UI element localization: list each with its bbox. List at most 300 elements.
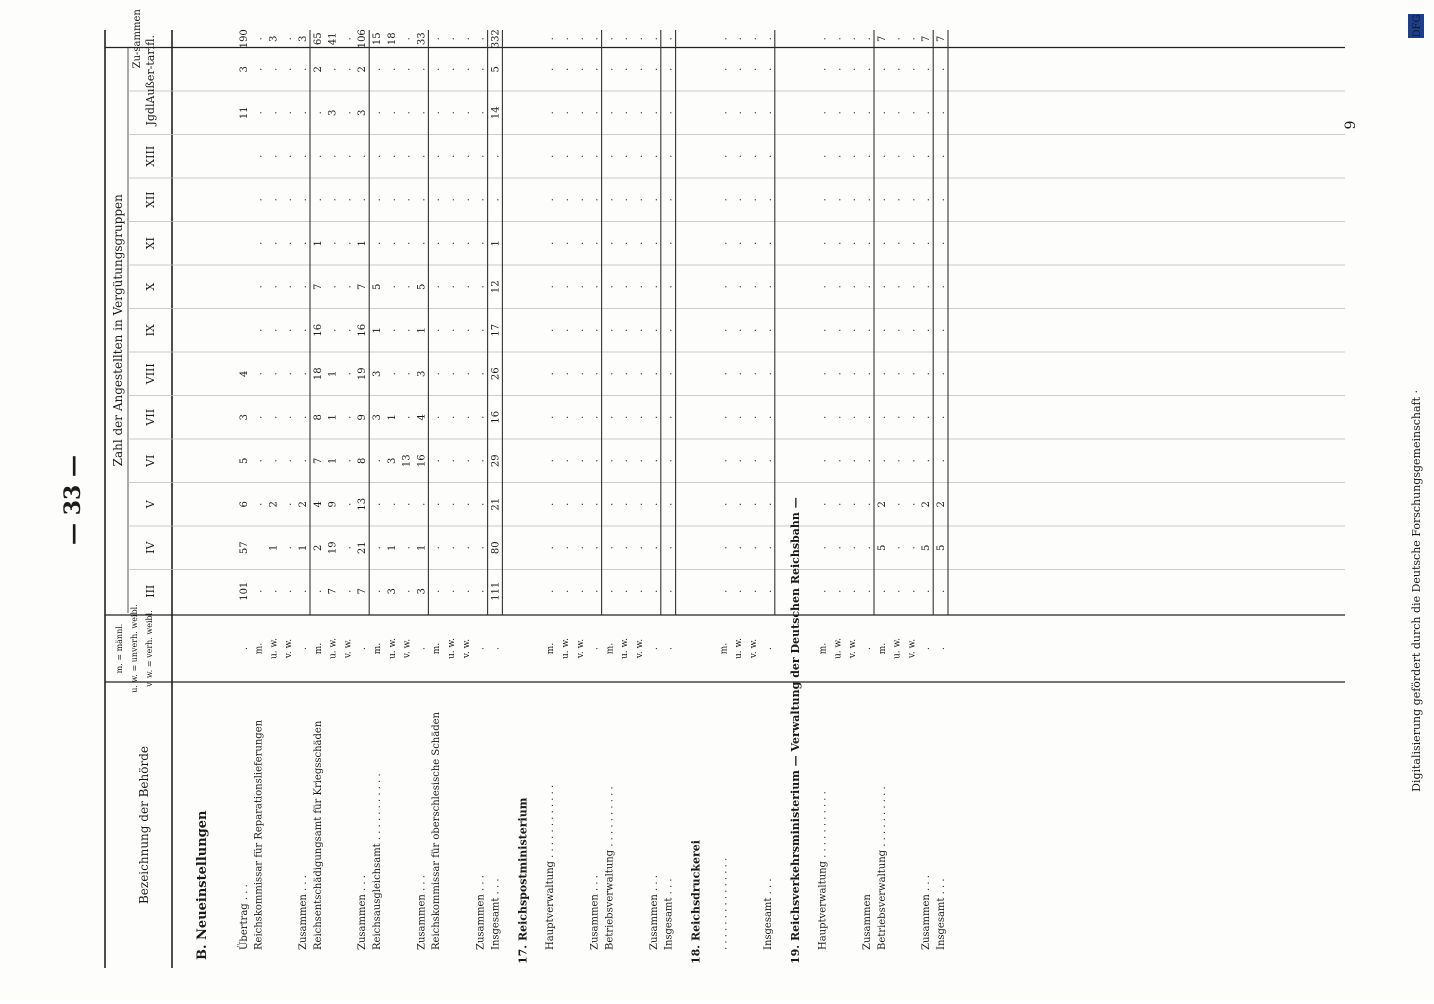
cell-value: 190	[238, 29, 250, 49]
row-sex: u. w.	[269, 637, 280, 660]
cell-value: .	[891, 372, 903, 376]
cell-value: .	[574, 154, 586, 158]
cell-value: .	[460, 415, 472, 419]
cell-value: .	[401, 502, 413, 506]
cell-value: .	[748, 111, 759, 115]
cell-value: .	[862, 241, 873, 245]
cell-value: .	[342, 546, 354, 550]
cell-value: 3	[238, 414, 250, 421]
cell-value: .	[253, 241, 265, 245]
column-header: XI	[144, 237, 157, 250]
cell-value: .	[342, 372, 354, 376]
cell-value: .	[560, 198, 571, 202]
cell-value: .	[762, 198, 774, 202]
cell-value: .	[921, 415, 933, 419]
cell-value: 5	[876, 544, 888, 551]
cell-value: .	[718, 67, 730, 71]
cell-value: .	[560, 154, 571, 158]
column-header: VIII	[144, 363, 157, 385]
cell-value: .	[748, 459, 759, 463]
cell-value: .	[446, 285, 457, 289]
cell-value: .	[748, 198, 759, 202]
cell-value: .	[283, 328, 295, 332]
cell-value: .	[475, 241, 487, 245]
cell-value: .	[862, 111, 873, 115]
cell-value: 3	[372, 370, 383, 377]
cell-value: .	[762, 328, 774, 332]
cell-value: .	[718, 502, 730, 506]
cell-value: .	[298, 415, 309, 419]
cell-value: .	[386, 502, 398, 506]
cell-value: .	[574, 328, 586, 332]
cell-value: 16	[357, 323, 369, 337]
row-label: Zusammen	[862, 894, 873, 950]
cell-value: .	[906, 415, 918, 419]
row-sex: m.	[373, 642, 383, 655]
cell-value: .	[832, 546, 844, 550]
section-heading: 19. Reichsverkehrsministerium — Verwaltung der Deutschen Reichsbahn —	[788, 497, 802, 964]
row-sex: m.	[818, 642, 829, 655]
cell-value: .	[748, 67, 759, 71]
cell-value: 21	[357, 541, 369, 555]
cell-value: 11	[238, 106, 250, 120]
cell-value: .	[718, 154, 730, 158]
cell-value: .	[446, 589, 457, 593]
cell-value: .	[891, 285, 903, 289]
column-header: III	[144, 584, 157, 598]
cell-value: .	[936, 198, 947, 202]
cell-value: .	[283, 589, 295, 593]
cell-value: .	[634, 546, 645, 550]
cell-value: 3	[238, 66, 250, 73]
cell-value: .	[906, 546, 918, 550]
cell-value: .	[817, 198, 829, 202]
cell-value: 3	[357, 109, 369, 116]
row-label: Zusammen . . .	[648, 875, 660, 950]
cell-value: .	[431, 241, 443, 245]
column-header: V	[144, 500, 157, 509]
cell-value: .	[560, 459, 571, 463]
cell-value: .	[283, 285, 295, 289]
cell-value: .	[619, 154, 631, 158]
cell-value: .	[663, 37, 675, 41]
cell-value: .	[431, 372, 443, 376]
cell-value: 29	[490, 454, 502, 468]
cell-value: .	[906, 67, 918, 71]
cell-value: .	[589, 372, 601, 376]
cell-value: .	[298, 589, 309, 593]
row-sex: m.	[313, 642, 324, 655]
cell-value: .	[589, 328, 601, 332]
cell-value: .	[401, 372, 413, 376]
row-sex: u. w.	[734, 637, 745, 660]
row-sex: .	[491, 647, 502, 650]
cell-value: .	[604, 285, 616, 289]
cell-value: .	[283, 241, 295, 245]
cell-value: .	[921, 154, 933, 158]
cell-value: .	[748, 154, 759, 158]
cell-value: .	[891, 328, 903, 332]
cell-value: .	[762, 67, 774, 71]
cell-value: .	[342, 154, 354, 158]
cell-value: .	[475, 285, 487, 289]
cell-value: .	[386, 285, 398, 289]
cell-value: .	[253, 415, 265, 419]
cell-value: .	[847, 502, 859, 506]
cell-value: 1	[327, 457, 339, 464]
row-label: Betriebsverwaltung . . . . . . . . . .	[876, 786, 888, 950]
cell-value: .	[475, 111, 487, 115]
cell-value: .	[446, 37, 457, 41]
cell-value: .	[372, 198, 383, 202]
cell-value: .	[416, 198, 428, 202]
row-label: Übertrag . . .	[238, 884, 250, 950]
cell-value: .	[357, 154, 369, 158]
cell-value: .	[253, 111, 265, 115]
cell-value: .	[401, 111, 413, 115]
cell-value: .	[762, 502, 774, 506]
row-sex: .	[358, 647, 369, 650]
cell-value: .	[253, 67, 265, 71]
cell-value: 1	[416, 327, 428, 334]
cell-value: .	[283, 372, 295, 376]
cell-value: .	[574, 372, 586, 376]
cell-value: .	[386, 241, 398, 245]
cell-value: .	[876, 285, 888, 289]
cell-value: .	[431, 502, 443, 506]
cell-value: 1	[386, 414, 398, 421]
cell-value: .	[401, 154, 413, 158]
cell-value: .	[762, 241, 774, 245]
cell-value: 7	[357, 283, 369, 290]
cell-value: 2	[312, 544, 324, 551]
cell-value: .	[847, 415, 859, 419]
cell-value: .	[762, 589, 774, 593]
cell-value: .	[342, 328, 354, 332]
cell-value: .	[268, 372, 280, 376]
cell-value: .	[936, 459, 947, 463]
cell-value: .	[604, 546, 616, 550]
cell-value: .	[386, 67, 398, 71]
cell-value: .	[298, 328, 309, 332]
column-header: VII	[144, 408, 157, 426]
page-number: — 33 —	[60, 455, 86, 545]
header-behoerde: Bezeichnung der Behörde	[137, 745, 151, 905]
column-header: IX	[144, 324, 157, 337]
cell-value: .	[862, 67, 873, 71]
cell-value: .	[589, 241, 601, 245]
cell-value: 2	[357, 66, 369, 73]
footer-page-number: 9	[1343, 120, 1359, 130]
cell-value: .	[921, 459, 933, 463]
cell-value: .	[372, 241, 383, 245]
cell-value: .	[446, 502, 457, 506]
cell-value: .	[401, 589, 413, 593]
cell-value: 41	[327, 32, 339, 46]
cell-value: .	[718, 37, 730, 41]
cell-value: .	[545, 241, 557, 245]
column-header: X	[144, 282, 157, 291]
cell-value: .	[817, 459, 829, 463]
row-sex: u. w.	[328, 637, 339, 660]
cell-value: 1	[490, 240, 502, 247]
cell-value: .	[733, 111, 745, 115]
cell-value: .	[545, 198, 557, 202]
cell-value: .	[268, 198, 280, 202]
cell-value: .	[475, 154, 487, 158]
cell-value: .	[475, 37, 487, 41]
cell-value: .	[762, 37, 774, 41]
cell-value: .	[372, 154, 383, 158]
cell-value: .	[545, 111, 557, 115]
row-sex: m.	[546, 642, 557, 655]
row-sex: .	[239, 647, 250, 650]
cell-value: 5	[238, 457, 250, 464]
cell-value: 57	[238, 541, 250, 555]
cell-value: .	[574, 198, 586, 202]
column-header: XII	[144, 191, 157, 209]
cell-value: .	[921, 285, 933, 289]
cell-value: 1	[327, 370, 339, 377]
cell-value: .	[832, 241, 844, 245]
cell-value: 1	[327, 414, 339, 421]
cell-value: .	[298, 285, 309, 289]
cell-value: .	[876, 589, 888, 593]
cell-value: .	[921, 67, 933, 71]
cell-value: .	[876, 198, 888, 202]
row-sex: v. w.	[848, 638, 859, 659]
cell-value: .	[416, 502, 428, 506]
cell-value: 13	[401, 454, 413, 468]
cell-value: .	[327, 198, 339, 202]
cell-value: .	[460, 67, 472, 71]
cell-value: .	[748, 546, 759, 550]
section-heading: 17. Reichspostministerium	[516, 797, 530, 964]
cell-value: .	[619, 111, 631, 115]
cell-value: .	[490, 198, 502, 202]
cell-value: .	[718, 546, 730, 550]
cell-value: .	[762, 285, 774, 289]
cell-value: .	[762, 546, 774, 550]
cell-value: .	[817, 372, 829, 376]
cell-value: .	[921, 328, 933, 332]
cell-value: 3	[268, 35, 280, 42]
cell-value: .	[446, 111, 457, 115]
cell-value: .	[876, 154, 888, 158]
cell-value: .	[298, 67, 309, 71]
cell-value: .	[475, 459, 487, 463]
cell-value: .	[733, 459, 745, 463]
cell-value: .	[891, 154, 903, 158]
cell-value: .	[862, 328, 873, 332]
cell-value: .	[832, 502, 844, 506]
cell-value: .	[545, 37, 557, 41]
cell-value: .	[416, 111, 428, 115]
cell-value: .	[634, 241, 645, 245]
column-header: IV	[144, 541, 157, 554]
cell-value: 17	[490, 323, 502, 337]
cell-value: 19	[327, 541, 339, 555]
cell-value: .	[560, 67, 571, 71]
cell-value: .	[431, 546, 443, 550]
cell-value: .	[253, 198, 265, 202]
cell-value: .	[762, 111, 774, 115]
cell-value: .	[634, 502, 645, 506]
cell-value: .	[663, 285, 675, 289]
row-sex: .	[417, 647, 428, 650]
cell-value: .	[574, 241, 586, 245]
cell-value: .	[545, 154, 557, 158]
cell-value: .	[342, 37, 354, 41]
cell-value: .	[431, 67, 443, 71]
cell-value: .	[906, 372, 918, 376]
cell-value: .	[663, 241, 675, 245]
row-sex: u. w.	[447, 637, 457, 660]
cell-value: .	[906, 111, 918, 115]
cell-value: .	[891, 111, 903, 115]
row-sex: v. w.	[284, 638, 295, 659]
cell-value: .	[253, 328, 265, 332]
cell-value: .	[312, 111, 324, 115]
cell-value: .	[648, 111, 660, 115]
cell-value: .	[401, 285, 413, 289]
cell-value: .	[475, 415, 487, 419]
cell-value: .	[832, 328, 844, 332]
cell-value: .	[906, 154, 918, 158]
cell-value: .	[268, 415, 280, 419]
cell-value: .	[876, 111, 888, 115]
cell-value: .	[460, 154, 472, 158]
row-sex: m.	[605, 642, 616, 655]
cell-value: .	[416, 154, 428, 158]
cell-value: 9	[327, 501, 339, 508]
cell-value: .	[832, 111, 844, 115]
cell-value: .	[475, 198, 487, 202]
cell-value: .	[817, 502, 829, 506]
cell-value: 2	[876, 501, 888, 508]
row-sex: v. w.	[575, 638, 586, 659]
cell-value: .	[718, 415, 730, 419]
cell-value: .	[648, 198, 660, 202]
cell-value: .	[604, 154, 616, 158]
cell-value: .	[663, 546, 675, 550]
row-sex: v. w.	[343, 638, 354, 659]
cell-value: .	[906, 285, 918, 289]
cell-value: .	[936, 415, 947, 419]
cell-value: 19	[357, 367, 369, 381]
cell-value: .	[460, 37, 472, 41]
cell-value: .	[921, 372, 933, 376]
cell-value: .	[936, 67, 947, 71]
cell-value: .	[936, 328, 947, 332]
cell-value: .	[545, 589, 557, 593]
cell-value: .	[431, 459, 443, 463]
cell-value: .	[401, 37, 413, 41]
cell-value: .	[574, 415, 586, 419]
cell-value: 3	[386, 457, 398, 464]
cell-value: .	[733, 241, 745, 245]
cell-value: .	[862, 459, 873, 463]
column-header-zusammen: Zu-sammen	[132, 9, 143, 69]
cell-value: .	[253, 502, 265, 506]
row-sex: .	[937, 647, 947, 650]
cell-value: .	[648, 328, 660, 332]
row-sex: v. w.	[907, 638, 918, 659]
cell-value: .	[648, 67, 660, 71]
cell-value: .	[862, 285, 873, 289]
cell-value: .	[733, 415, 745, 419]
cell-value: .	[748, 37, 759, 41]
digitization-credit: Digitalisierung gefördert durch die Deutsche Forschungsgemeinschaft ·	[1410, 390, 1423, 792]
cell-value: 4	[238, 370, 250, 377]
row-label: Zusammen . . .	[416, 875, 428, 950]
cell-value: .	[446, 459, 457, 463]
cell-value: 2	[312, 66, 324, 73]
section-title: B. Neueinstellungen	[195, 810, 210, 960]
cell-value: .	[545, 328, 557, 332]
cell-value: .	[357, 198, 369, 202]
cell-value: .	[733, 328, 745, 332]
row-label: Zusammen . . .	[298, 875, 309, 950]
cell-value: 80	[490, 541, 502, 555]
cell-value: .	[817, 111, 829, 115]
row-label: Betriebsverwaltung . . . . . . . . . .	[604, 786, 616, 950]
cell-value: .	[401, 241, 413, 245]
row-label: Reichskommissar für Reparationslieferungen	[253, 719, 265, 950]
row-label: Insgesamt . . .	[762, 878, 774, 950]
cell-value: .	[718, 111, 730, 115]
cell-value: .	[862, 502, 873, 506]
cell-value: .	[475, 546, 487, 550]
cell-value: .	[619, 37, 631, 41]
cell-value: .	[253, 285, 265, 289]
cell-value: .	[718, 372, 730, 376]
cell-value: .	[817, 546, 829, 550]
cell-value: .	[936, 372, 947, 376]
cell-value: .	[431, 328, 443, 332]
cell-value: .	[545, 502, 557, 506]
cell-value: .	[298, 372, 309, 376]
cell-value: .	[817, 328, 829, 332]
cell-value: .	[401, 415, 413, 419]
cell-value: .	[327, 328, 339, 332]
cell-value: .	[619, 415, 631, 419]
cell-value: .	[386, 372, 398, 376]
cell-value: 111	[490, 581, 502, 601]
cell-value: .	[545, 285, 557, 289]
cell-value: .	[648, 285, 660, 289]
cell-value: .	[847, 589, 859, 593]
cell-value: .	[663, 372, 675, 376]
cell-value: .	[446, 546, 457, 550]
cell-value: .	[604, 37, 616, 41]
cell-value: .	[619, 546, 631, 550]
cell-value: .	[832, 37, 844, 41]
cell-value: .	[475, 502, 487, 506]
cell-value: .	[431, 198, 443, 202]
cell-value: 8	[312, 414, 324, 421]
cell-value: .	[372, 502, 383, 506]
row-label: Reichskommissar für oberschlesische Schäden	[431, 712, 443, 950]
cell-value: .	[283, 67, 295, 71]
cell-value: .	[748, 502, 759, 506]
cell-value: .	[386, 154, 398, 158]
cell-value: .	[876, 328, 888, 332]
cell-value: .	[663, 111, 675, 115]
cell-value: .	[342, 111, 354, 115]
header-sex-line: u. w. = unverh. weibl.	[130, 604, 139, 693]
row-sex: .	[664, 647, 675, 650]
